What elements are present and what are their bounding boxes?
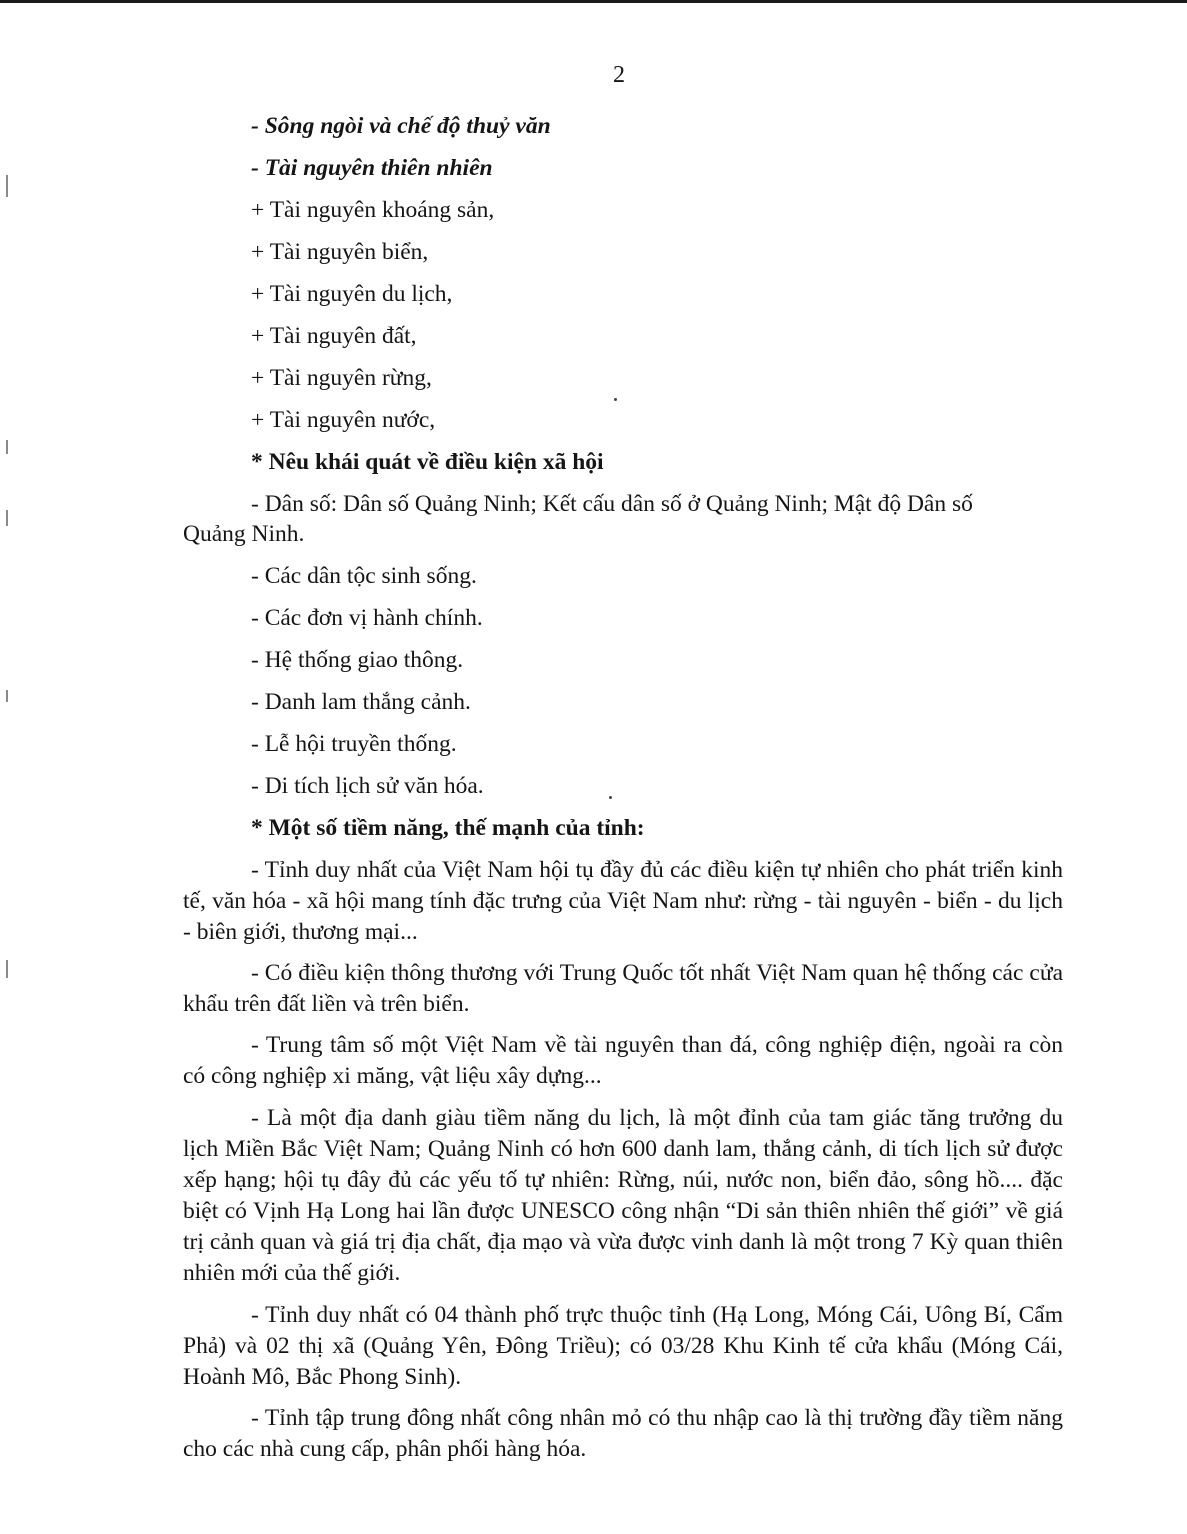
resource-item: + Tài nguyên rừng, bbox=[251, 365, 432, 391]
strength-paragraph: - Tỉnh tập trung đông nhất công nhân mỏ có thu nhập cao là thị trường đầy tiềm năng cho các nhà cung cấp, phân phối hàng hóa. bbox=[183, 1405, 1063, 1462]
strength-paragraph: - Có điều kiện thông thương với Trung Quốc tốt nhất Việt Nam quan hệ thống các cửa khẩu trên đất liền và trên biển. bbox=[183, 960, 1063, 1017]
scan-edge-mark bbox=[6, 510, 8, 526]
resource-item: + Tài nguyên khoáng sản, bbox=[251, 197, 495, 223]
society-heading: * Nêu khái quát về điều kiện xã hội bbox=[251, 449, 604, 475]
society-item: - Các đơn vị hành chính. bbox=[251, 605, 483, 631]
society-item: - Lễ hội truyền thống. bbox=[251, 731, 457, 757]
scan-speck bbox=[614, 398, 617, 401]
page-number: 2 bbox=[613, 62, 625, 88]
scan-edge-mark bbox=[6, 440, 8, 454]
strength-paragraph: - Tỉnh duy nhất của Việt Nam hội tụ đầy đủ các điều kiện tự nhiên cho phát triển kinh tế, văn hóa - xã hội mang tính đặc trưng của Việt Nam như: rừng - tài nguyên - biển - du lịch - biên giới, thương mại... bbox=[183, 857, 1063, 945]
scan-speck bbox=[609, 796, 612, 799]
resources-heading: - Tài nguyên thiên nhiên bbox=[251, 155, 493, 181]
scan-edge-mark bbox=[6, 960, 8, 978]
scan-edge-mark bbox=[6, 690, 8, 702]
society-item: - Hệ thống giao thông. bbox=[251, 647, 464, 673]
strength-paragraph: - Là một địa danh giàu tiềm năng du lịch, là một đỉnh của tam giác tăng trưởng du lịch Miền Bắc Việt Nam; Quảng Ninh có hơn 600 danh lam, thắng cảnh, di tích lịch sử được xếp hạng; hội tụ đây đủ các yếu tố tự nhiên: Rừng, núi, nước non, biển đảo, sông hồ.... đặc biệt có Vịnh Hạ Long hai lần được UNESCO công nhận “Di sản thiên nhiên thế giới” về giá trị cảnh quan và giá trị địa chất, địa mạo và vừa được vinh danh là một trong 7 Kỳ quan thiên nhiên mới của thế giới. bbox=[183, 1105, 1063, 1286]
resource-item: + Tài nguyên đất, bbox=[251, 323, 417, 349]
resource-item: + Tài nguyên nước, bbox=[251, 407, 436, 433]
population-line: - Dân số: Dân số Quảng Ninh; Kết cấu dân số ở Quảng Ninh; Mật độ Dân số bbox=[251, 491, 973, 517]
society-item: - Các dân tộc sinh sống. bbox=[251, 563, 477, 589]
rivers-heading: - Sông ngòi và chế độ thuỷ văn bbox=[251, 113, 551, 139]
scan-top-border bbox=[0, 0, 1187, 3]
scan-edge-mark bbox=[6, 175, 8, 197]
strengths-heading: * Một số tiềm năng, thế mạnh của tỉnh: bbox=[251, 815, 645, 841]
strength-paragraph: - Tỉnh duy nhất có 04 thành phố trực thuộc tỉnh (Hạ Long, Móng Cái, Uông Bí, Cẩm Phả) và 02 thị xã (Quảng Yên, Đông Triều); có 03/28 Khu Kinh tế cửa khẩu (Móng Cái, Hoành Mô, Bắc Phong Sinh). bbox=[183, 1302, 1063, 1390]
strength-paragraph: - Trung tâm số một Việt Nam về tài nguyên than đá, công nghiệp điện, ngoài ra còn có công nghiệp xi măng, vật liệu xây dựng... bbox=[183, 1032, 1063, 1089]
society-item: - Danh lam thắng cảnh. bbox=[251, 689, 471, 715]
society-item: - Di tích lịch sử văn hóa. bbox=[251, 773, 484, 799]
resource-item: + Tài nguyên biển, bbox=[251, 239, 429, 265]
population-line: Quảng Ninh. bbox=[183, 521, 305, 547]
resource-item: + Tài nguyên du lịch, bbox=[251, 281, 453, 307]
